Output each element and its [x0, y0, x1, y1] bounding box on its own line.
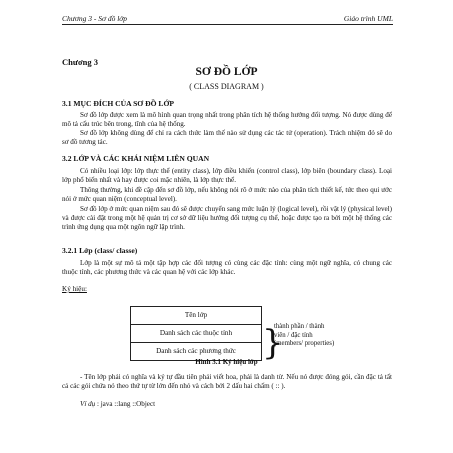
- class-name-row: Tên lớp: [184, 311, 208, 319]
- example-text: : java ::lang ::Object: [96, 400, 156, 408]
- paragraph-3-1-b: Sơ đồ lớp không dùng để chỉ ra cách thức làm thế nào sử dụng các tác tử (operation). Trách nhiệm đó sẽ do sơ đồ tương tác.: [62, 129, 392, 146]
- header-right: Giáo trình UML: [343, 14, 393, 23]
- paragraph-3-2-1: Lớp là một sự mô tả một tập hợp các đối tượng có cùng các đặc tính: cùng một ngữ nghĩa, có chung các thuộc tính, các phương thức và các quan hệ với các lớp khác.: [62, 259, 392, 276]
- chapter-label: Chương 3: [62, 57, 99, 67]
- members-note-line: thành phần / thành: [274, 323, 325, 330]
- attributes-row: Danh sách các thuộc tính: [131, 324, 261, 343]
- heading-3-1: 3.1 MỤC ĐÍCH CỦA SƠ ĐỒ LỚP: [62, 99, 175, 108]
- heading-3-2-1: 3.2.1 Lớp (class/ classe): [62, 246, 138, 255]
- example-label: Ví dụ: [80, 400, 96, 408]
- page-subtitle: ( CLASS DIAGRAM ): [189, 82, 264, 91]
- members-note-line: (members/ properties): [274, 340, 335, 347]
- running-header: [62, 14, 393, 25]
- paragraph-class-name-rule: - Tên lớp phải có nghĩa và ký tự đầu tiên phải viết hoa, phải là danh từ. Nếu nó được đóng gói, cần đặc tả tất cả các gói chứa nó theo thứ tự từ lớn đến nhỏ và cách bởi 2 dấu hai chấm ( :: ).: [62, 373, 392, 390]
- heading-3-2: 3.2 LỚP VÀ CÁC KHÁI NIỆM LIÊN QUAN: [62, 154, 210, 163]
- paragraph-3-2-c: Sơ đồ lớp ở mức quan niệm sau đó sẽ được chuyển sang mức luận lý (logical level), rồi vật lý (physical level) và được cài đặt trong một hệ quản trị cơ sở dữ liệu hướng đối tượng cụ thể, hoặc được tạo ra bởi một hệ thống các trình ứng dụng qua một ngôn ngữ lập trình.: [62, 205, 392, 231]
- paragraph-3-2-b: Thông thường, khi đề cập đến sơ đồ lớp, nếu không nói rõ ở mức nào của phân tích thiết kế, tức theo qui ước nói ở mức quan niệm (conceptual level).: [62, 186, 392, 203]
- methods-row: Danh sách các phương thức: [156, 347, 236, 355]
- header-left: Chương 3 - Sơ đồ lớp: [62, 14, 128, 23]
- paragraph-3-1-a: Sơ đồ lớp được xem là mô hình quan trọng nhất trong phân tích hệ thống hướng đối tượng. Nó được dùng để mô tả cấu trúc bên trong, tĩnh của hệ thống.: [62, 111, 392, 128]
- page-title: SƠ ĐỒ LỚP: [195, 66, 258, 78]
- paragraph-3-2-a: Có nhiều loại lớp: lớp thực thể (entity class), lớp điều khiển (control class), lớp biên (boundary class). Loại lớp phổ biến nhất và hay được coi mặc nhiên, là lớp thực thể.: [62, 167, 392, 184]
- notation-label: Ký hiệu:: [62, 285, 87, 293]
- class-notation-box: [130, 306, 262, 361]
- members-brace: }: [262, 323, 284, 363]
- members-note: [274, 323, 374, 349]
- members-note-line: viên / đặc tính: [274, 331, 313, 339]
- figure-caption: Hình 3.1 Ký hiệu lớp: [195, 358, 258, 366]
- example-line: [80, 400, 155, 408]
